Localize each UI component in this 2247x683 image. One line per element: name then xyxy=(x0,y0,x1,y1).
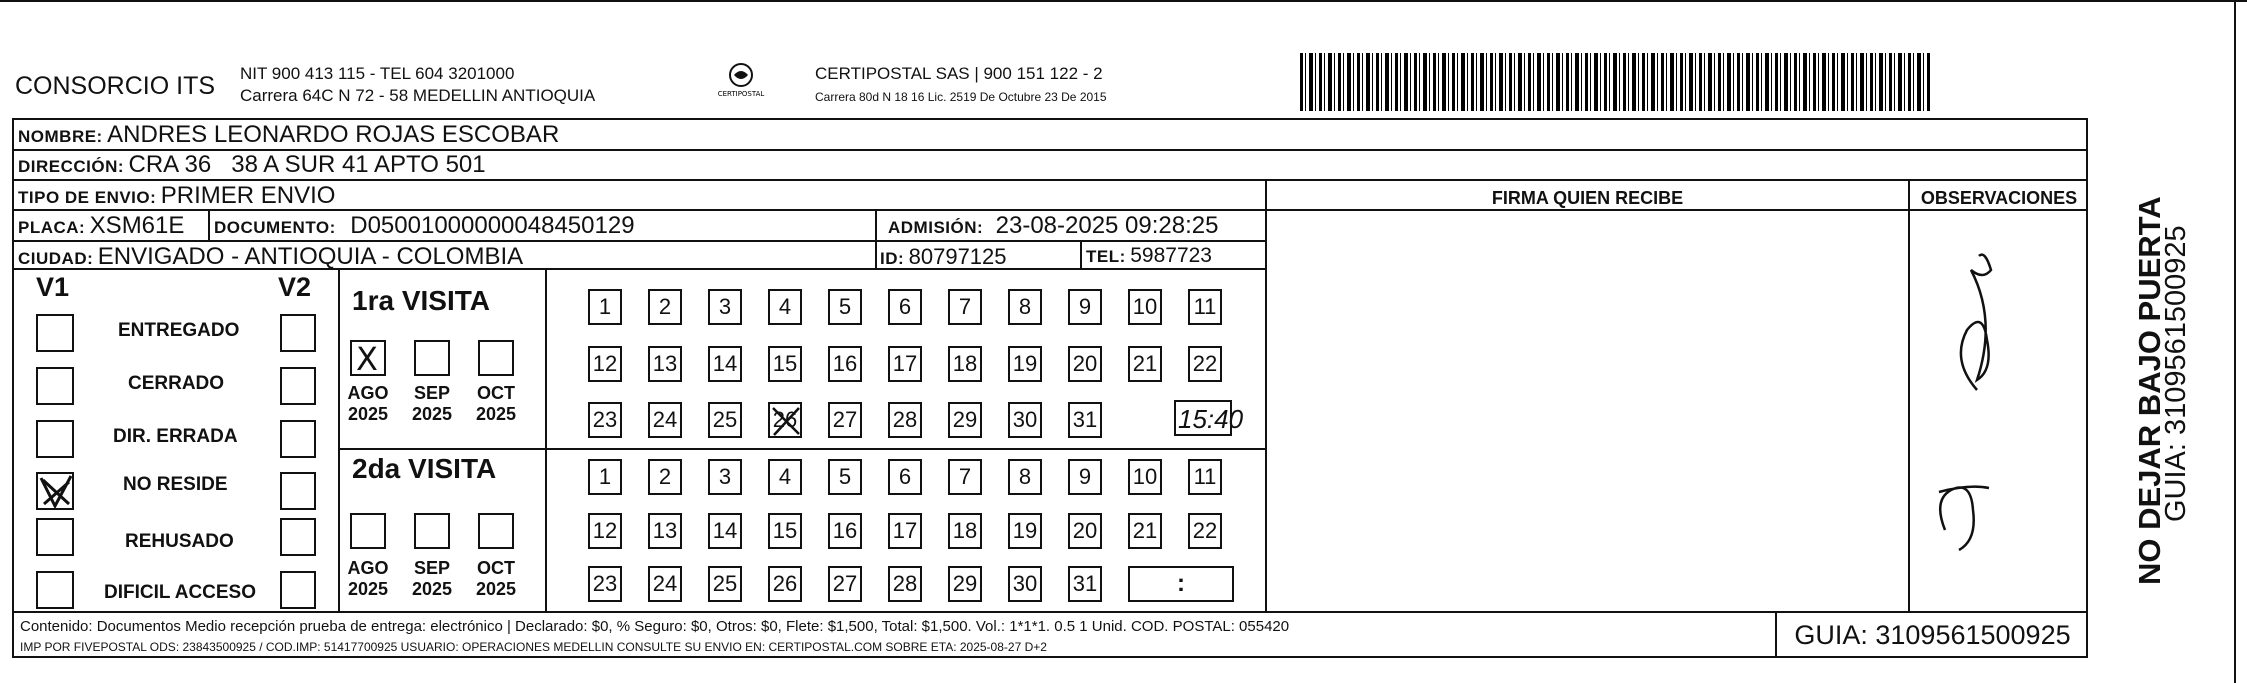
address-label: DIRECCIÓN: xyxy=(18,157,125,176)
v1-checkbox-cerrado[interactable] xyxy=(36,367,74,405)
visit1-day-6[interactable]: 6 xyxy=(888,289,922,325)
visit1-day-18[interactable]: 18 xyxy=(948,346,982,382)
visit2-day-20[interactable]: 20 xyxy=(1068,513,1102,549)
visit2-day-30[interactable]: 30 xyxy=(1008,566,1042,602)
v2-checkbox-rehusado[interactable] xyxy=(280,518,316,556)
visit2-day-10[interactable]: 10 xyxy=(1128,459,1162,495)
visit2-day-26[interactable]: 26 xyxy=(768,566,802,602)
visit2-day-2[interactable]: 2 xyxy=(648,459,682,495)
visit2-day-17[interactable]: 17 xyxy=(888,513,922,549)
v1-checkbox-entregado[interactable] xyxy=(36,314,74,352)
visit1-day-10[interactable]: 10 xyxy=(1128,289,1162,325)
id-label: ID: xyxy=(880,249,905,268)
visit2-day-21[interactable]: 21 xyxy=(1128,513,1162,549)
v1-label: V1 xyxy=(36,272,70,302)
visit1-day-2[interactable]: 2 xyxy=(648,289,682,325)
footer-guide-number: GUIA: 3109561500925 xyxy=(1794,620,2071,650)
company-nit: NIT 900 413 115 - TEL 604 3201000 xyxy=(240,64,515,83)
visit1-month-sep: SEP 2025 xyxy=(411,383,453,424)
visit1-day-3[interactable]: 3 xyxy=(708,289,742,325)
visit2-day-1[interactable]: 1 xyxy=(588,459,622,495)
visit2-day-23[interactable]: 23 xyxy=(588,566,622,602)
visit1-day-24[interactable]: 24 xyxy=(648,402,682,438)
visit1-month-oct: OCT 2025 xyxy=(475,383,517,424)
visit1-day-28[interactable]: 28 xyxy=(888,402,922,438)
visit2-time: : xyxy=(1177,570,1185,597)
city-field xyxy=(18,243,523,271)
ship-type-label: TIPO DE ENVIO: xyxy=(18,188,157,207)
visit2-month-box-sep[interactable] xyxy=(414,513,450,549)
tel-number: 5987723 xyxy=(1130,244,1212,267)
visit2-day-27[interactable]: 27 xyxy=(828,566,862,602)
option-entregado: ENTREGADO xyxy=(118,320,240,341)
handwritten-signature xyxy=(1915,230,2015,570)
signature-header: FIRMA QUIEN RECIBE xyxy=(1491,188,1684,208)
option-dificil-acceso: DIFICIL ACCESO xyxy=(104,582,257,603)
visit2-day-15[interactable]: 15 xyxy=(768,513,802,549)
courier-name: CERTIPOSTAL SAS | 900 151 122 - 2 xyxy=(815,64,1103,83)
v2-checkbox-no-reside[interactable] xyxy=(280,472,316,510)
v2-checkbox-dir-errada[interactable] xyxy=(280,420,316,458)
visit1-day-20[interactable]: 20 xyxy=(1068,346,1102,382)
v2-checkbox-dificil-acceso[interactable] xyxy=(280,571,316,609)
svg-text:CERTIPOSTAL: CERTIPOSTAL xyxy=(717,90,765,98)
name-label: NOMBRE: xyxy=(18,127,103,146)
visit2-month-box-ago[interactable] xyxy=(350,513,386,549)
document-label: DOCUMENTO: xyxy=(214,218,336,237)
option-cerrado: CERRADO xyxy=(128,373,225,394)
visit2-title: 2da VISITA xyxy=(352,453,497,484)
id-field xyxy=(880,244,1007,270)
visit1-month-ago: AGO 2025 xyxy=(347,383,389,424)
visit2-day-8[interactable]: 8 xyxy=(1008,459,1042,495)
plate: XSM61E xyxy=(89,212,185,239)
month-mark: X xyxy=(356,340,378,378)
visit2-day-9[interactable]: 9 xyxy=(1068,459,1102,495)
visit1-day-4[interactable]: 4 xyxy=(768,289,802,325)
courier-address: Carrera 80d N 18 16 Lic. 2519 De Octubre 23 De 2015 xyxy=(815,90,1107,104)
footer-imp: IMP POR FIVEPOSTAL ODS: 23843500925 / COD.IMP: 51417700925 USUARIO: OPERACIONES MEDELLIN CONSULTE SU ENVIO EN: CERTIPOSTAL.COM SOBRE ETA: 2025-08-27 D+2 xyxy=(20,640,1047,654)
company-address: Carrera 64C N 72 - 58 MEDELLIN ANTIOQUIA xyxy=(240,86,596,105)
v2-label: V2 xyxy=(278,272,312,302)
visit2-day-18[interactable]: 18 xyxy=(948,513,982,549)
visit2-day-14[interactable]: 14 xyxy=(708,513,742,549)
visit1-day-31[interactable]: 31 xyxy=(1068,402,1102,438)
visit2-month-box-oct[interactable] xyxy=(478,513,514,549)
visit2-day-29[interactable]: 29 xyxy=(948,566,982,602)
visit2-day-13[interactable]: 13 xyxy=(648,513,682,549)
visit1-day-5[interactable]: 5 xyxy=(828,289,862,325)
visit2-day-6[interactable]: 6 xyxy=(888,459,922,495)
visit1-day-25[interactable]: 25 xyxy=(708,402,742,438)
admission-label: ADMISIÓN: xyxy=(888,218,984,237)
visit2-day-28[interactable]: 28 xyxy=(888,566,922,602)
company-name: CONSORCIO ITS xyxy=(15,72,216,100)
ship-type-field xyxy=(18,182,335,210)
ship-type: PRIMER ENVIO xyxy=(160,182,336,209)
visit1-day-11[interactable]: 11 xyxy=(1188,289,1222,325)
visit1-day-12[interactable]: 12 xyxy=(588,346,622,382)
certipostal-logo xyxy=(706,60,776,104)
plate-field xyxy=(18,212,184,240)
visit1-day-22[interactable]: 22 xyxy=(1188,346,1222,382)
visit2-time-box[interactable] xyxy=(1128,566,1234,602)
option-no-reside: NO RESIDE xyxy=(123,474,228,495)
visit2-day-3[interactable]: 3 xyxy=(708,459,742,495)
visit1-day-21[interactable]: 21 xyxy=(1128,346,1162,382)
v2-checkbox-entregado[interactable] xyxy=(280,314,316,352)
observations-header: OBSERVACIONES xyxy=(1920,188,2078,208)
city: ENVIGADO - ANTIOQUIA - COLOMBIA xyxy=(97,243,524,270)
visit1-time: 15:40 xyxy=(1178,404,1244,434)
visit2-day-16[interactable]: 16 xyxy=(828,513,862,549)
no-slip-warning: NO DEJAR BAJO PUERTA xyxy=(2132,196,2167,585)
v1-checkbox-rehusado[interactable] xyxy=(36,518,74,556)
visit2-day-19[interactable]: 19 xyxy=(1008,513,1042,549)
visit1-day-23[interactable]: 23 xyxy=(588,402,622,438)
visit1-day-1[interactable]: 1 xyxy=(588,289,622,325)
visit1-day-30[interactable]: 30 xyxy=(1008,402,1042,438)
visit1-day-19[interactable]: 19 xyxy=(1008,346,1042,382)
visit2-day-22[interactable]: 22 xyxy=(1188,513,1222,549)
visit1-day-17[interactable]: 17 xyxy=(888,346,922,382)
visit1-month-box-oct[interactable] xyxy=(478,340,514,376)
visit1-day-13[interactable]: 13 xyxy=(648,346,682,382)
visit2-day-5[interactable]: 5 xyxy=(828,459,862,495)
visit1-day-16[interactable]: 16 xyxy=(828,346,862,382)
visit2-day-12[interactable]: 12 xyxy=(588,513,622,549)
visit1-day-29[interactable]: 29 xyxy=(948,402,982,438)
document-field xyxy=(214,212,635,240)
side-guide-number: GUIA: 3109561500925 xyxy=(2160,225,2192,522)
option-rehusado: REHUSADO xyxy=(125,531,234,552)
id-number: 80797125 xyxy=(908,244,1007,269)
visit2-month-sep: SEP 2025 xyxy=(411,558,453,599)
check-mark-icon xyxy=(38,474,74,510)
visit2-day-7[interactable]: 7 xyxy=(948,459,982,495)
visit1-month-box-ago[interactable] xyxy=(350,340,386,376)
tel-label: TEL: xyxy=(1086,247,1126,266)
visit1-day-8[interactable]: 8 xyxy=(1008,289,1042,325)
visit1-day-14[interactable]: 14 xyxy=(708,346,742,382)
tel-field xyxy=(1086,244,1212,268)
visit2-day-4[interactable]: 4 xyxy=(768,459,802,495)
v1-checkbox-dir-errada[interactable] xyxy=(36,420,74,458)
document-number: D05001000000048450129 xyxy=(350,212,635,239)
visit1-title: 1ra VISITA xyxy=(352,285,490,316)
visit1-day-27[interactable]: 27 xyxy=(828,402,862,438)
visit2-day-11[interactable]: 11 xyxy=(1188,459,1222,495)
barcode xyxy=(1300,53,1930,111)
address-field xyxy=(18,151,486,179)
visit1-month-box-sep[interactable] xyxy=(414,340,450,376)
visit1-day-7[interactable]: 7 xyxy=(948,289,982,325)
visit1-day-15[interactable]: 15 xyxy=(768,346,802,382)
footer-content: Contenido: Documentos Medio recepción prueba de entrega: electrónico | Declarado: $0, % Seguro: $0, Otros: $0, Flete: $1,500, Total: $1,500. Vol.: 1*1*1. 0.5 1 Unid. COD. POSTAL: 055420 xyxy=(20,618,1290,635)
visit2-day-25[interactable]: 25 xyxy=(708,566,742,602)
visit2-day-24[interactable]: 24 xyxy=(648,566,682,602)
recipient-address: CRA 36 38 A SUR 41 APTO 501 xyxy=(128,151,486,178)
city-label: CIUDAD: xyxy=(18,249,94,268)
v1-checkbox-no-reside[interactable] xyxy=(36,472,74,510)
visit1-day-26[interactable]: 26 xyxy=(768,402,802,438)
v2-checkbox-cerrado[interactable] xyxy=(280,367,316,405)
v1-checkbox-dificil-acceso[interactable] xyxy=(36,571,74,609)
plate-label: PLACA: xyxy=(18,218,86,237)
visit2-day-31[interactable]: 31 xyxy=(1068,566,1102,602)
visit1-time-box[interactable] xyxy=(1174,400,1244,436)
cross-mark-icon xyxy=(770,404,802,438)
visit2-month-ago: AGO 2025 xyxy=(347,558,389,599)
recipient-name: ANDRES LEONARDO ROJAS ESCOBAR xyxy=(107,121,560,148)
name-field xyxy=(18,121,559,149)
admission-date: 23-08-2025 09:28:25 xyxy=(995,212,1219,239)
visit1-day-9[interactable]: 9 xyxy=(1068,289,1102,325)
admission-field xyxy=(888,212,1218,240)
option-dir-errada: DIR. ERRADA xyxy=(113,426,238,447)
visit2-month-oct: OCT 2025 xyxy=(475,558,517,599)
